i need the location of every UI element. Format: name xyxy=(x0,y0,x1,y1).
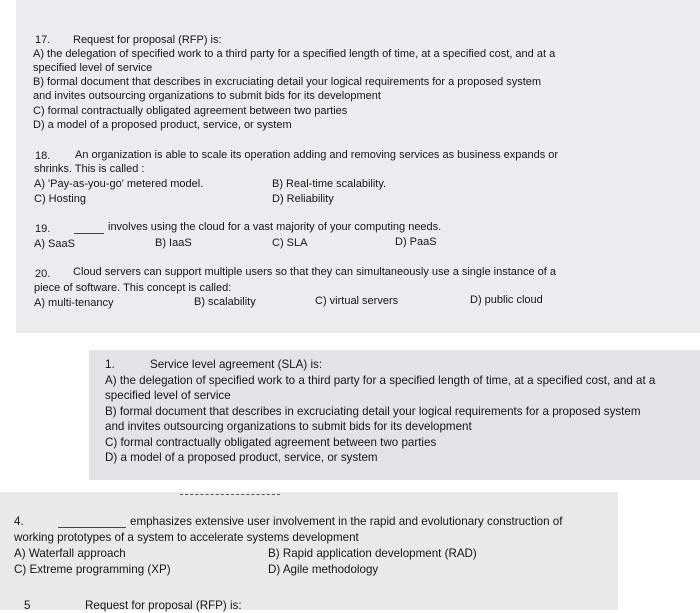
q1-option-d: D) a model of a proposed product, service, or system xyxy=(105,451,378,464)
q18-number: 18. xyxy=(35,150,51,162)
q19-option-b: B) IaaS xyxy=(155,237,192,249)
q1-option-a-line1: A) the delegation of specified work to a third party for a specified length of time, at a specified cost, and at a xyxy=(105,374,656,387)
q20-stem-line1: Cloud servers can support multiple users so that they can simultaneously use a single instance of a xyxy=(73,266,557,278)
q20-option-a: A) multi-tenancy xyxy=(34,297,114,309)
q19-option-c: C) SLA xyxy=(272,237,308,249)
q4-stem-line1: emphasizes extensive user involvement in the rapid and evolutionary construction of xyxy=(130,515,563,528)
q20-stem-line2: piece of software. This concept is called: xyxy=(34,282,232,294)
q1-option-b-line2: and invites outsourcing organizations to submit bids for its development xyxy=(105,420,472,433)
q18-option-b: B) Real-time scalability. xyxy=(272,178,387,190)
q5-number: 5 xyxy=(24,599,31,612)
q1-stem: Service level agreement (SLA) is: xyxy=(150,358,323,371)
q19-number: 19. xyxy=(35,223,51,235)
q20-option-d: D) public cloud xyxy=(470,294,543,306)
q17-option-b-line2: and invites outsourcing organizations to submit bids for its development xyxy=(33,90,381,102)
q20-option-b: B) scalability xyxy=(194,296,256,308)
q20-option-c: C) virtual servers xyxy=(315,295,399,307)
q17-option-a-line2: specified level of service xyxy=(33,62,153,74)
q19-blank-line xyxy=(74,233,104,234)
q19-stem: involves using the cloud for a vast majority of your computing needs. xyxy=(108,221,442,233)
q19-option-d: D) PaaS xyxy=(395,236,437,248)
q4-option-d: D) Agile methodology xyxy=(268,563,379,576)
q18-option-a: A) 'Pay-as-you-go' metered model. xyxy=(34,178,204,190)
q17-option-b-line1: B) formal document that describes in excruciating detail your logical requirements for a proposed system xyxy=(33,76,542,88)
q17-number: 17. xyxy=(35,34,51,46)
q18-stem-line1: An organization is able to scale its operation adding and removing services as business expands or xyxy=(75,149,559,161)
q1-option-c: C) formal contractually obligated agreement between two parties xyxy=(105,436,437,449)
q4-number: 4. xyxy=(14,515,24,528)
q1-number: 1. xyxy=(105,358,115,371)
q5-stem: Request for proposal (RFP) is: xyxy=(85,599,242,612)
q4-option-a: A) Waterfall approach xyxy=(14,547,126,560)
q1-option-b-line1: B) formal document that describes in excruciating detail your logical requirements for a proposed system xyxy=(105,405,641,418)
q1-option-a-line2: specified level of service xyxy=(105,389,231,402)
q18-stem-line2: shrinks. This is called : xyxy=(34,163,145,175)
cut-off-line xyxy=(180,494,280,495)
q4-option-b: B) Rapid application development (RAD) xyxy=(268,547,477,560)
q17-option-d: D) a model of a proposed product, service, or system xyxy=(33,119,292,131)
q4-blank-line xyxy=(58,527,126,528)
q19-option-a: A) SaaS xyxy=(34,238,75,250)
q4-option-c: C) Extreme programming (XP) xyxy=(14,563,171,576)
q18-option-d: D) Reliability xyxy=(272,193,334,205)
q4-stem-line2: working prototypes of a system to accelerate systems development xyxy=(14,531,359,544)
q17-stem: Request for proposal (RFP) is: xyxy=(73,34,222,46)
q20-number: 20. xyxy=(35,268,51,280)
q18-option-c: C) Hosting xyxy=(34,193,86,205)
q17-option-c: C) formal contractually obligated agreement between two parties xyxy=(33,105,348,117)
q17-option-a-line1: A) the delegation of specified work to a third party for a specified length of time, at a specified cost, and at a xyxy=(33,48,556,60)
